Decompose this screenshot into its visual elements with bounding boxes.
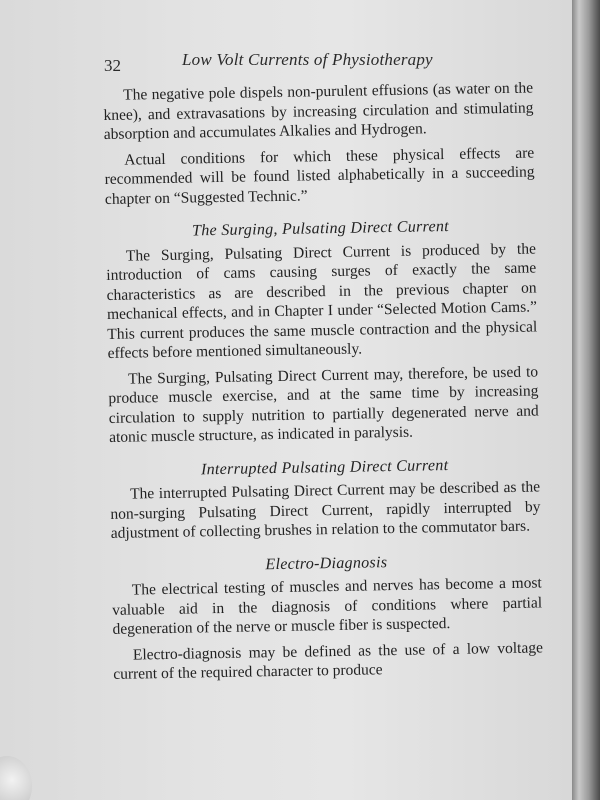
- paragraph: The negative pole dispels non-purulent effusions (as water on the knee), and extravasations by increasing circulation and stimulating absorption and accumulates Alkalies and Hydrogen.: [103, 79, 534, 143]
- section-heading: Interrupted Pulsating Direct Current: [200, 456, 449, 478]
- paragraph: Actual conditions for which these physical effects are recommended will be found listed alphabetically in a succeeding chapter on “Suggested Technic.”: [104, 143, 535, 208]
- page-number: 32: [104, 56, 121, 75]
- paragraph: The Surging, Pulsating Direct Current is produced by the introduction of cams causing surges of exactly the same characteristics as are described in the previous chapter on mechanical effects, and in Chapter I under “Selected Motion Cams.” This current produces the same muscle contraction and the physical effects before mentioned simultaneously.: [106, 239, 538, 362]
- page-header: [100, 46, 570, 78]
- section-heading: Electro-Diagnosis: [265, 553, 388, 573]
- paragraph: The electrical testing of muscles and nerves has become a most valuable aid in the diagnosis of conditions where partial degeneration of the nerve or muscle fiber is suspected.: [111, 574, 543, 638]
- section-heading: The Surging, Pulsating Direct Current: [191, 217, 450, 240]
- paragraph: The Surging, Pulsating Direct Current may, therefore, be used to produce muscle exercise, and at the same time by increasing circulation to supply nutrition to partially degenerated nerve and atonic muscle structure, as indicated in paralysis.: [108, 362, 539, 446]
- paragraph: The interrupted Pulsating Direct Current may be described as the non-surging Pulsating Direct Current, rapidly interrupted by adjustment of collecting brushes in relation to the commutator bars.: [110, 478, 541, 542]
- page-body: [103, 78, 543, 690]
- thumb-shadow: [0, 756, 32, 800]
- running-title: Low Volt Currents of Physiotherapy: [182, 50, 433, 69]
- book-binding-edge: [572, 0, 600, 800]
- paragraph: Electro-diagnosis may be defined as the use of a low voltage current of the required character to produce: [113, 638, 544, 683]
